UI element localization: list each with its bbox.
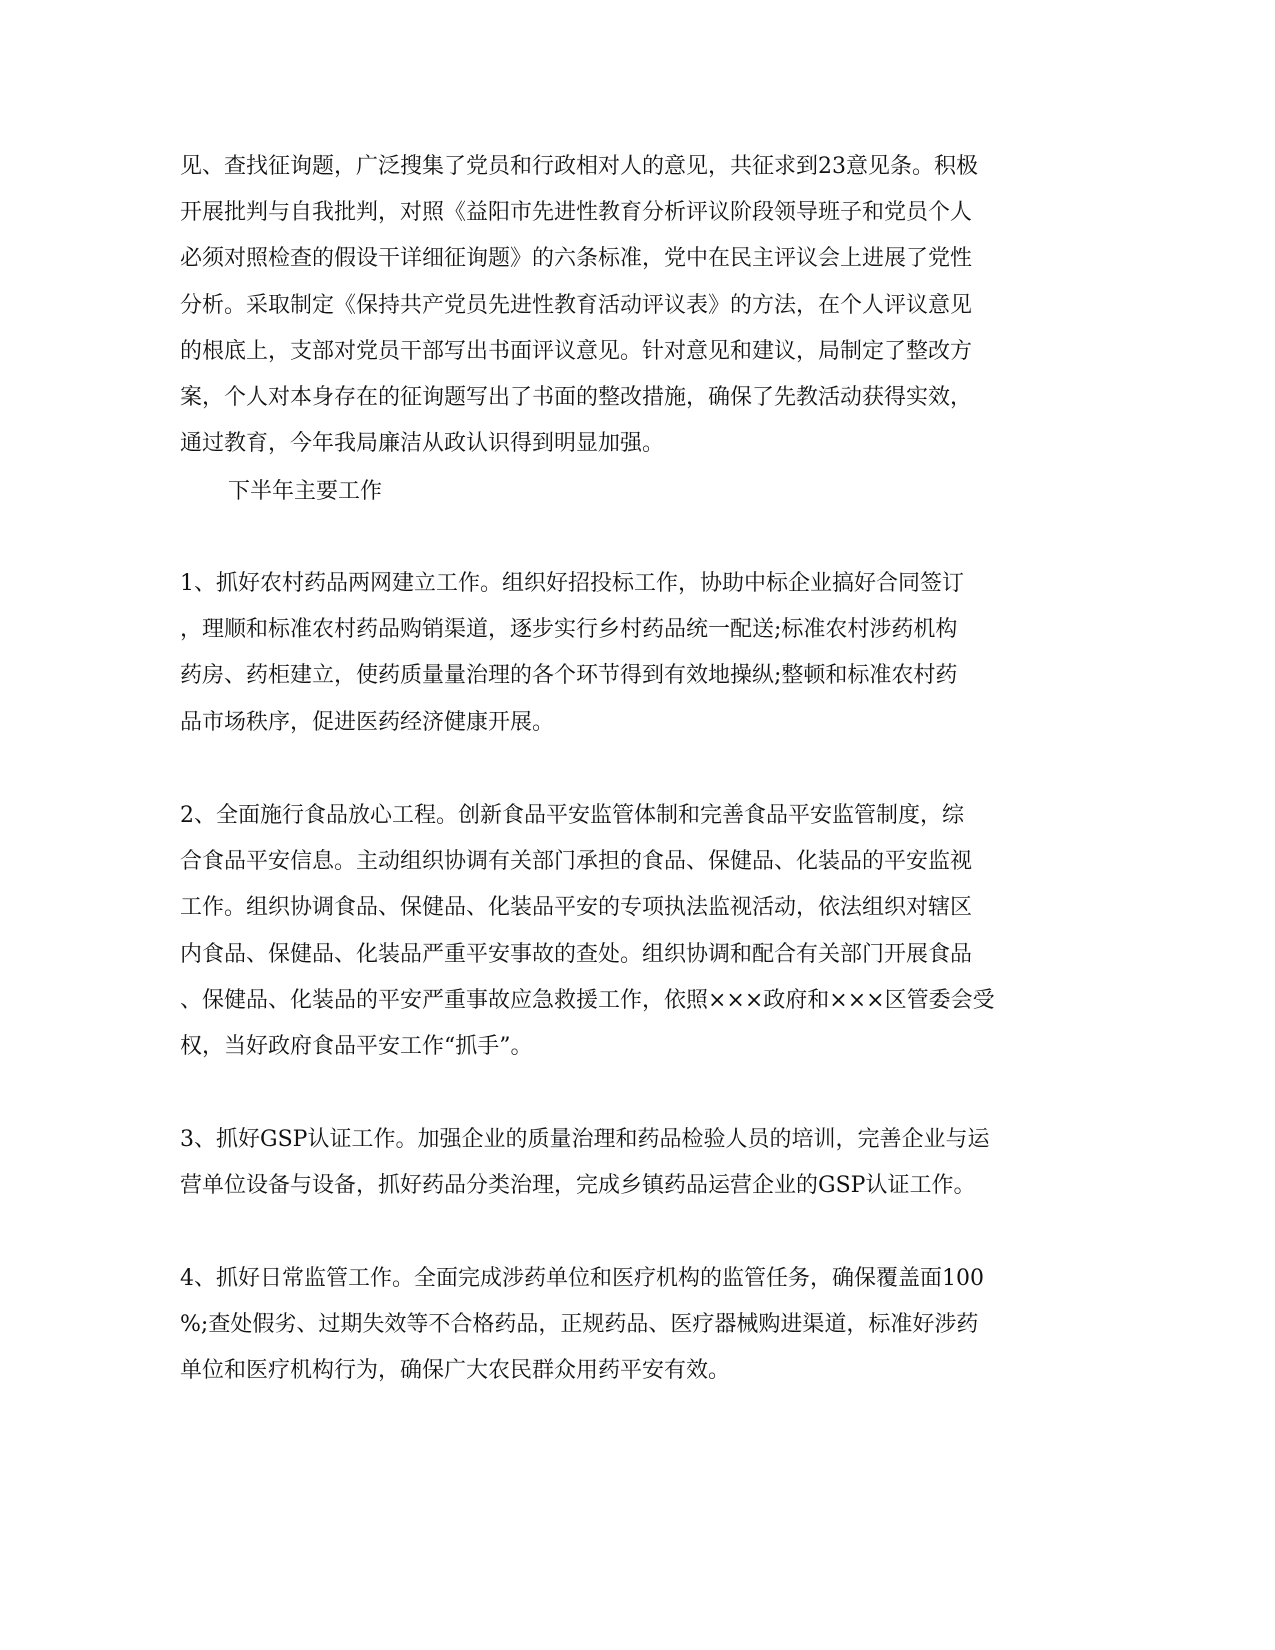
text-line: 药房、药柜建立，使药质量量治理的各个环节得到有效地操纵;整顿和标准农村药 <box>180 663 958 689</box>
text-line: 分析。采取制定《保持共产党员先进性教育活动评议表》的方法，在个人评议意见 <box>180 292 973 318</box>
item-2-food-safety <box>180 793 1080 1070</box>
text-line: 案，个人对本身存在的征询题写出了书面的整改措施，确保了先教活动获得实效， <box>180 385 973 411</box>
heading-text: 下半年主要工作 <box>228 479 383 504</box>
text-line: 的根底上，支部对党员干部写出书面评议意见。针对意见和建议，局制定了整改方 <box>180 338 973 364</box>
item-3-gsp <box>180 1117 1080 1209</box>
text-line: 必须对照检查的假设干详细征询题》的六条标准，党中在民主评议会上进展了党性 <box>180 246 973 272</box>
text-line: 4、抓好日常监管工作。全面完成涉药单位和医疗机构的监管任务，确保覆盖面100 <box>180 1266 984 1291</box>
text-line: 通过教育，今年我局廉洁从政认识得到明显加强。 <box>180 431 665 457</box>
paragraph-party-review <box>180 144 1080 467</box>
text-line: ，理顺和标准农村药品购销渠道，逐步实行乡村药品统一配送;标准农村涉药机构 <box>180 617 958 643</box>
text-line: 1、抓好农村药品两网建立工作。组织好招投标工作，协助中标企业搞好合同签订 <box>180 571 964 596</box>
text-line: 品市场秩序，促进医药经济健康开展。 <box>180 709 555 735</box>
text-line: 3、抓好GSP认证工作。加强企业的质量治理和药品检验人员的培训，完善企业与运 <box>180 1127 990 1152</box>
item-4-daily-supervision <box>180 1256 1080 1395</box>
text-line: 2、全面施行食品放心工程。创新食品平安监管体制和完善食品平安监管制度，综 <box>180 803 964 828</box>
item-1-rural-drugs <box>180 561 1080 746</box>
text-line: 合食品平安信息。主动组织协调有关部门承担的食品、保健品、化装品的平安监视 <box>180 849 973 875</box>
text-line: 见、查找征询题，广泛搜集了党员和行政相对人的意见，共征求到23意见条。积极 <box>180 154 978 179</box>
text-line: 开展批判与自我批判，对照《益阳市先进性教育分析评议阶段领导班子和党员个人 <box>180 200 973 226</box>
text-line: 工作。组织协调食品、保健品、化装品平安的专项执法监视活动，依法组织对辖区 <box>180 895 973 921</box>
text-line: 权，当好政府食品平安工作“抓手”。 <box>180 1034 533 1060</box>
text-line: 营单位设备与设备，抓好药品分类治理，完成乡镇药品运营企业的GSP认证工作。 <box>180 1173 976 1199</box>
text-line: 单位和医疗机构行为，确保广大农民群众用药平安有效。 <box>180 1358 731 1384</box>
text-line: 内食品、保健品、化装品严重平安事故的查处。组织协调和配合有关部门开展食品 <box>180 941 973 967</box>
text-line: %;查处假劣、过期失效等不合格药品，正规药品、医疗器械购进渠道，标准好涉药 <box>180 1312 979 1338</box>
text-line: 、保健品、化装品的平安严重事故应急救援工作，依照×××政府和×××区管委会受 <box>180 987 995 1013</box>
section-heading <box>228 469 1128 515</box>
